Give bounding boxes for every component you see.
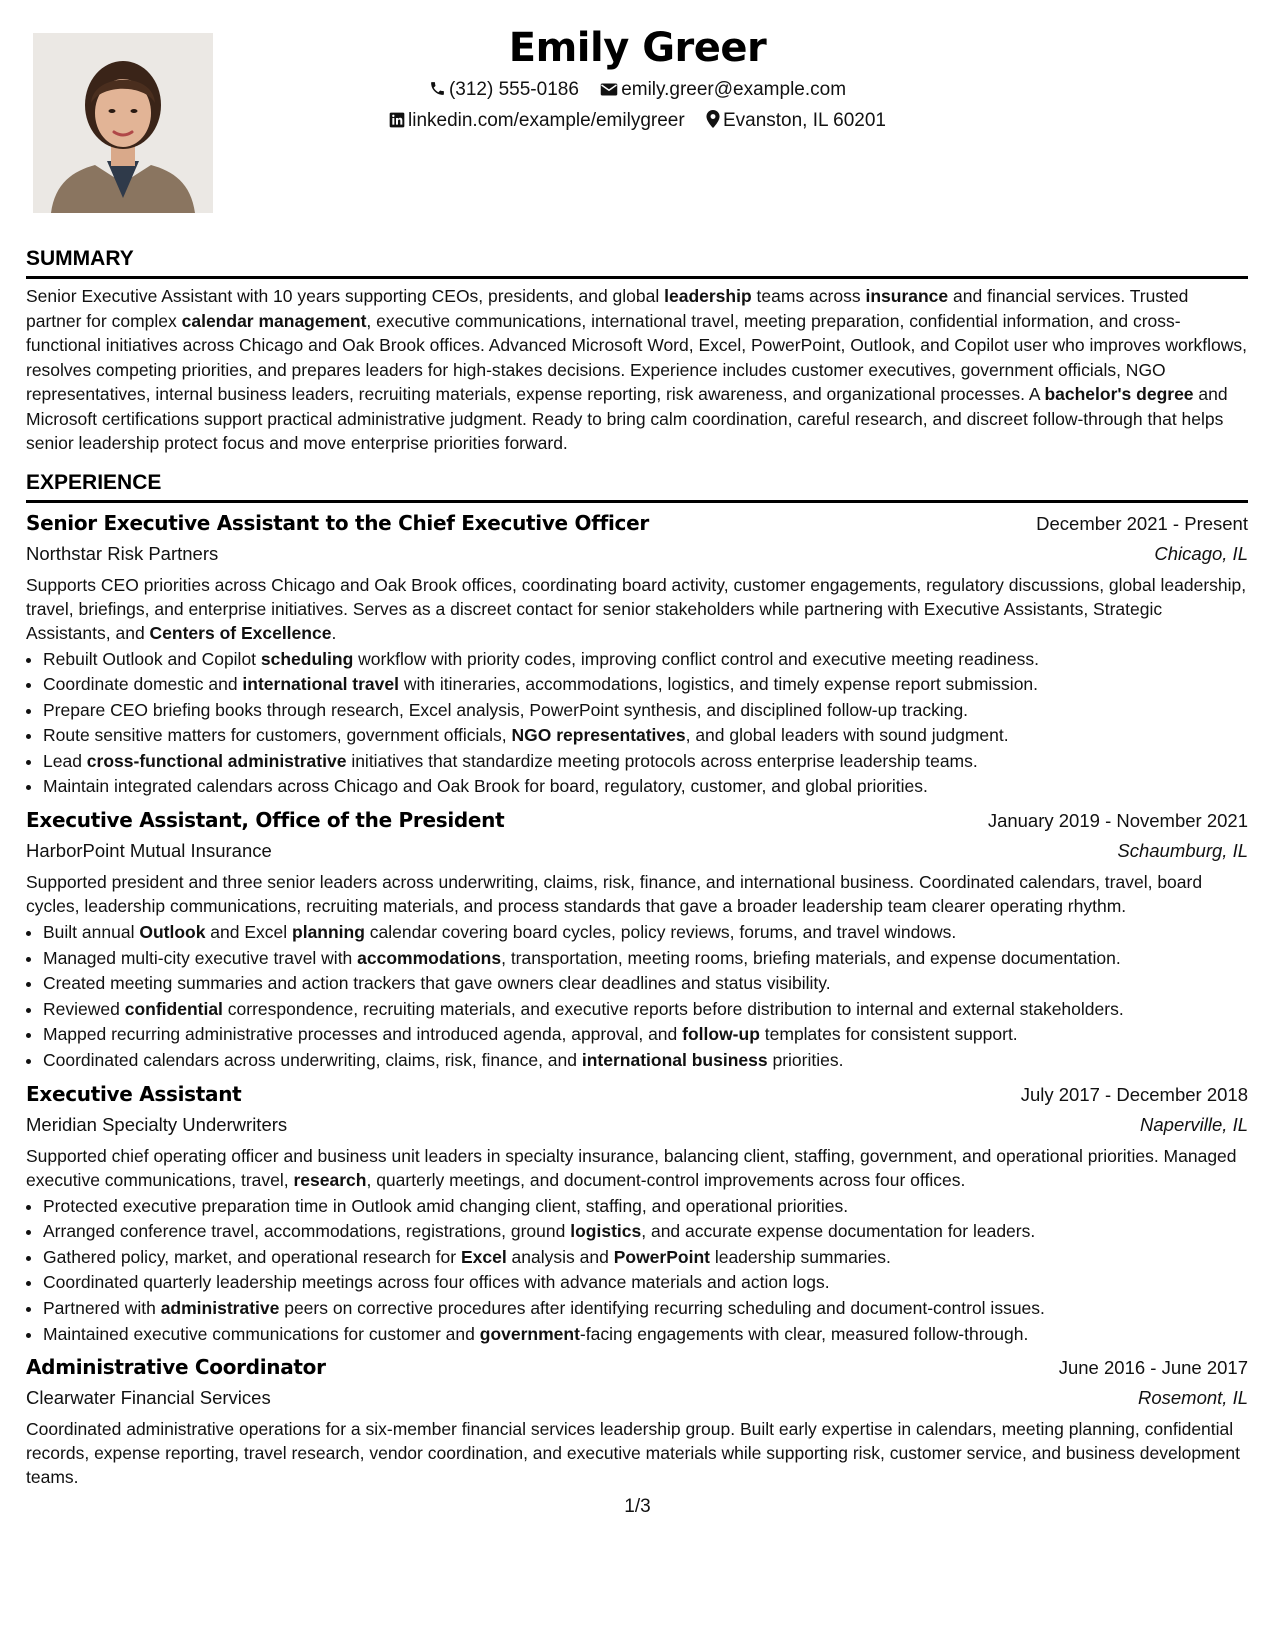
- job-company: Clearwater Financial Services: [26, 1387, 271, 1409]
- job-company-row: [26, 836, 1248, 866]
- job-title: Administrative Coordinator: [26, 1355, 326, 1380]
- job-bullet: • Prepare CEO briefing books through research, Excel analysis, PowerPoint synthesis, and disciplined follow-up tracking.: [43, 698, 1248, 724]
- job-company-row: [26, 1383, 1248, 1413]
- job-bullet: • Coordinated calendars across underwriting, claims, risk, finance, and international business priorities.: [43, 1048, 1248, 1074]
- job-description: Coordinated administrative operations for a six-member financial services leadership group. Built early expertise in calendars, meeting planning, confidential records, expense reporting, travel research, vendor coordination, and executive materials while supporting risk, customer service, and business development teams.: [26, 1419, 1240, 1488]
- linkedin-url[interactable]: linkedin.com/example/emilygreer: [408, 110, 685, 131]
- experience-heading: EXPERIENCE: [26, 470, 162, 494]
- section-divider: [26, 276, 1248, 279]
- phone-contact: [429, 74, 579, 105]
- contact-line-2: [0, 105, 1275, 136]
- page-number: 1/3: [624, 1496, 651, 1517]
- summary-heading: SUMMARY: [26, 247, 134, 270]
- job-bullet: • Partnered with administrative peers on corrective procedures after identifying recurring scheduling and document-control issues.: [43, 1296, 1248, 1322]
- job-description: Supported chief operating officer and business unit leaders in specialty insurance, balancing client, staffing, government, and operational priorities. Managed executive communications, travel, research, quarterly meetings, and document-control improvements across four offices.: [26, 1145, 1237, 1190]
- map-pin-icon: [706, 110, 720, 128]
- job-header-row: [26, 1079, 1248, 1110]
- job-company: Northstar Risk Partners: [26, 542, 219, 564]
- job-description: Supported president and three senior leaders across underwriting, claims, risk, finance, and international business. Coordinated calendars, travel, board cycles, leadership communications, recruiting materials, and process standards that gave a broader leadership team clearer operating rhythm.: [26, 872, 1203, 917]
- job-title: Executive Assistant, Office of the President: [26, 808, 505, 833]
- job-description: Supports CEO priorities across Chicago and Oak Brook offices, coordinating board activity, customer engagements, regulatory discussions, global leadership, travel, briefings, and enterprise initiatives. Serves as a discreet contact for senior stakeholders while partnering with Executive Assistants, Strategic Assistants, and Centers of Excellence.: [26, 574, 1247, 643]
- email-address[interactable]: emily.greer@example.com: [621, 79, 847, 100]
- location-text: Evanston, IL 60201: [722, 110, 886, 131]
- job-bullet: • Coordinated quarterly leadership meetings across four offices with advance materials and action logs.: [43, 1270, 1248, 1296]
- job-bullet: • Mapped recurring administrative processes and introduced agenda, approval, and follow-up templates for consistent support.: [43, 1022, 1248, 1048]
- job-location: Rosemont, IL: [1137, 1387, 1248, 1409]
- job-bullet: • Managed multi-city executive travel with accommodations, transportation, meeting rooms, briefing materials, and expense documentation.: [43, 946, 1248, 972]
- job-bullet: • Lead cross-functional administrative initiatives that standardize meeting protocols across enterprise leadership teams.: [43, 749, 1248, 775]
- job-company: Meridian Specialty Underwriters: [26, 1113, 288, 1135]
- job-company: HarborPoint Mutual Insurance: [26, 840, 272, 862]
- candidate-name: Emily Greer: [508, 25, 767, 71]
- mail-icon: [600, 82, 618, 97]
- summary-text: Senior Executive Assistant with 10 years supporting CEOs, presidents, and global leadership teams across insurance and financial services. Trusted partner for complex calendar management, executive communications, international travel, meeting preparation, confidential information, and cross-functional initiatives across Chicago and Oak Brook offices. Advanced Microsoft Word, Excel, PowerPoint, Outlook, and Copilot user who improves workflows, resolves competing priorities, and prepares leaders for high-stakes decisions. Experience includes customer executives, government officials, NGO representatives, internal business leaders, recruiting materials, expense reporting, risk awareness, and organizational processes. A bachelor's degree and Microsoft certifications support practical administrative judgment. Ready to bring calm coordination, careful research, and discreet follow-through that helps senior leadership protect focus and move enterprise priorities forward.: [26, 286, 1248, 453]
- phone-icon: [429, 80, 446, 97]
- job-location: Chicago, IL: [1154, 542, 1248, 564]
- linkedin-contact[interactable]: [389, 105, 685, 136]
- job-bullet: • Maintain integrated calendars across Chicago and Oak Brook for board, regulatory, customer, and global priorities.: [43, 774, 1248, 800]
- job-company-row: [26, 1110, 1248, 1140]
- job-bullet: • Maintained executive communications for customer and government-facing engagements with clear, measured follow-through.: [43, 1322, 1248, 1348]
- job-title: Executive Assistant: [26, 1081, 242, 1106]
- section-divider: [26, 500, 1248, 503]
- job-bullet-list: [26, 920, 1248, 1074]
- job-dates: June 2016 - June 2017: [1058, 1357, 1248, 1379]
- job-dates: December 2021 - Present: [1036, 512, 1248, 534]
- job-location: Naperville, IL: [1140, 1113, 1248, 1135]
- job-header-row: [26, 805, 1248, 836]
- job-entry: [26, 1079, 1248, 1348]
- job-bullet: • Gathered policy, market, and operational research for Excel analysis and PowerPoint leadership summaries.: [43, 1245, 1248, 1271]
- job-bullet: • Built annual Outlook and Excel planning calendar covering board cycles, policy reviews, forums, and travel windows.: [43, 920, 1248, 946]
- job-header-row: [26, 1352, 1248, 1383]
- job-bullet: • Protected executive preparation time in Outlook amid changing client, staffing, and operational priorities.: [43, 1194, 1248, 1220]
- job-bullet: • Route sensitive matters for customers, government officials, NGO representatives, and global leaders with sound judgment.: [43, 723, 1248, 749]
- job-bullet: • Created meeting summaries and action trackers that gave owners clear deadlines and status visibility.: [43, 971, 1248, 997]
- job-header-row: [26, 508, 1248, 539]
- job-dates: July 2017 - December 2018: [1020, 1083, 1248, 1105]
- job-bullet: • Rebuilt Outlook and Copilot scheduling workflow with priority codes, improving conflict control and executive meeting readiness.: [43, 647, 1248, 673]
- job-bullet: • Coordinate domestic and international travel with itineraries, accommodations, logistics, and timely expense report submission.: [43, 672, 1248, 698]
- job-dates: January 2019 - November 2021: [987, 810, 1248, 832]
- contact-line-1: [0, 74, 1275, 105]
- resume-body: [26, 242, 1248, 1489]
- job-entry: [26, 805, 1248, 1074]
- job-bullet: • Arranged conference travel, accommodations, registrations, ground logistics, and accurate expense documentation for leaders.: [43, 1219, 1248, 1245]
- location-contact: [706, 105, 886, 136]
- job-bullet: • Reviewed confidential correspondence, recruiting materials, and executive reports before distribution to internal and external stakeholders.: [43, 997, 1248, 1023]
- job-bullet-list: [26, 647, 1248, 801]
- job-company-row: [26, 539, 1248, 569]
- job-location: Schaumburg, IL: [1117, 840, 1248, 862]
- job-bullet-list: [26, 1194, 1248, 1348]
- job-entry: [26, 1352, 1248, 1489]
- job-entry: [26, 508, 1248, 801]
- phone-number: (312) 555-0186: [448, 79, 579, 100]
- resume-header: [0, 22, 1275, 136]
- email-contact[interactable]: [600, 74, 846, 105]
- experience-list: [26, 508, 1248, 1490]
- job-title: Senior Executive Assistant to the Chief Executive Officer: [26, 510, 649, 535]
- linkedin-icon: [389, 112, 405, 128]
